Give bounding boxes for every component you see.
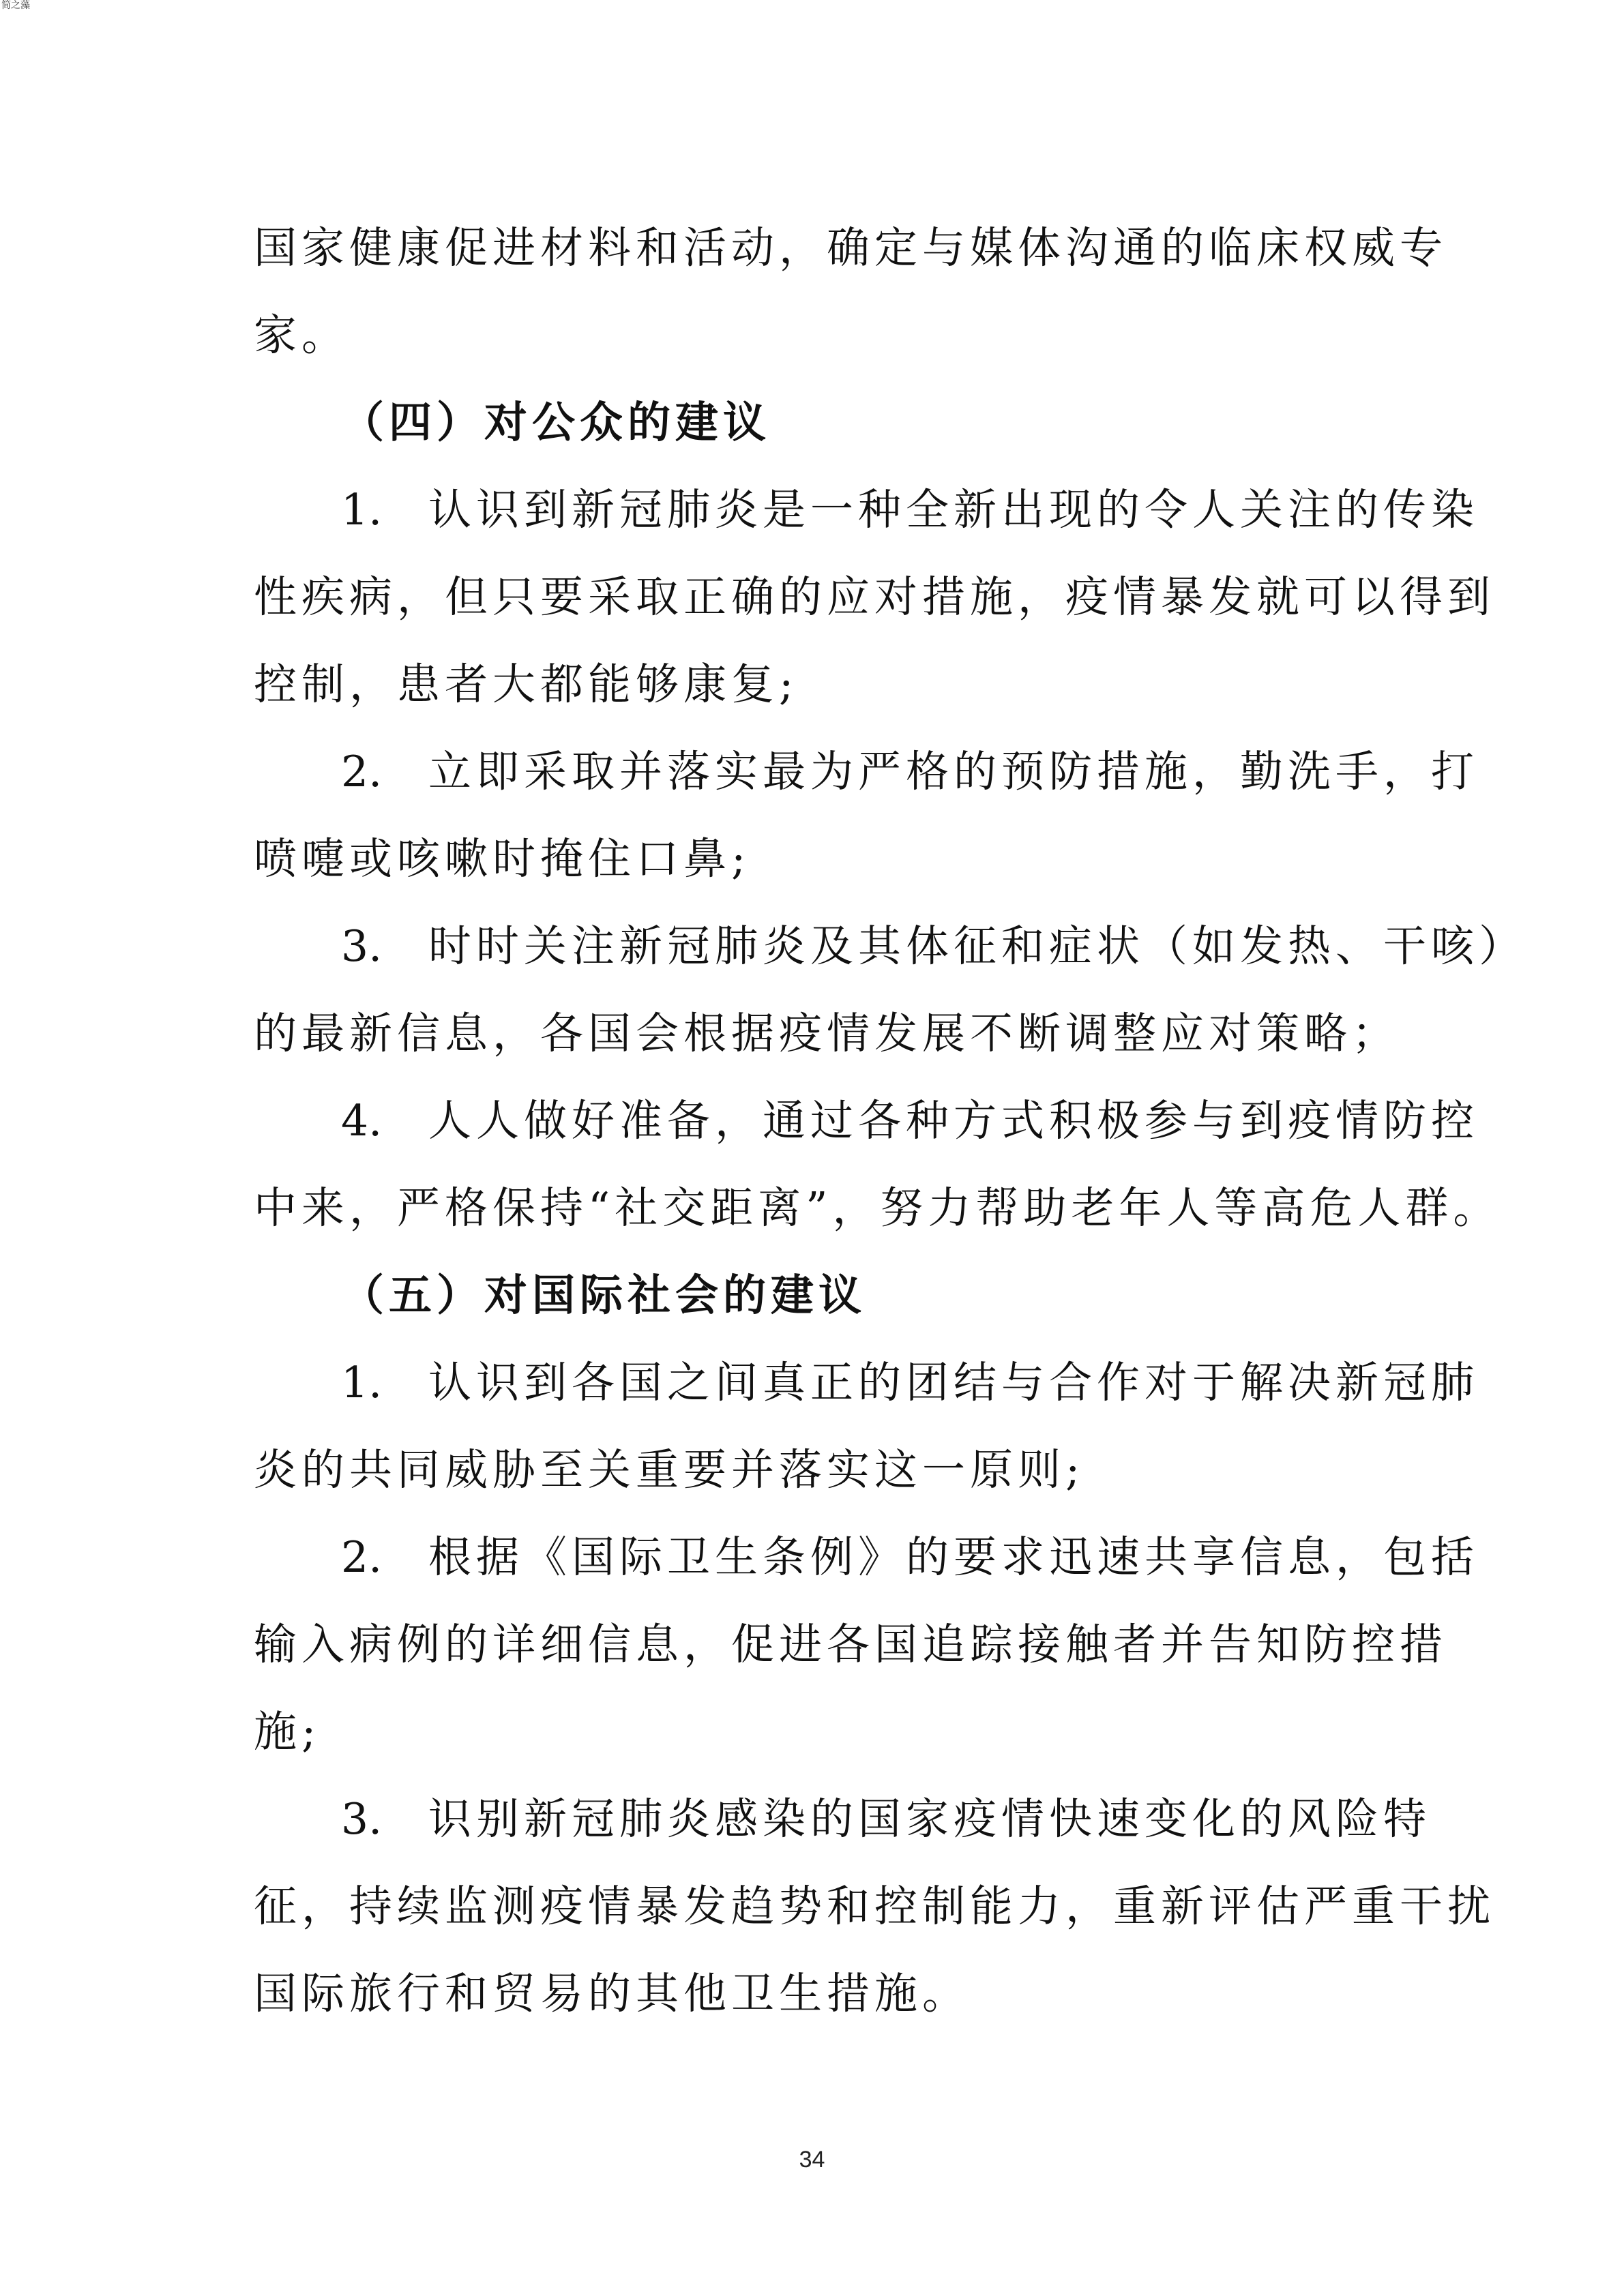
body-line: 中来，严格保持“社交距离”，努力帮助老年人等高危人群。: [254, 1183, 1501, 1233]
list-number: 2.: [341, 747, 383, 796]
list-item-5-1: [254, 1339, 1479, 1427]
body-line: 喷嚏或咳嗽时掩住口鼻;: [254, 834, 751, 884]
list-item-4-1: [254, 466, 1479, 554]
list-number: 1.: [341, 1358, 383, 1407]
body-line: 国家健康促进材料和活动，确定与媒体沟通的临床权威专: [254, 223, 1447, 273]
list-number: 3.: [341, 1794, 383, 1844]
list-item-text: 时时关注新冠肺炎及其体征和症状（如发热、干咳）: [428, 921, 1526, 971]
section-heading-international: （五）对国际社会的建议: [341, 1270, 866, 1320]
list-number: 3.: [341, 921, 383, 971]
list-item-4-2: [254, 728, 1479, 816]
list-number: 2.: [341, 1532, 383, 1582]
list-item-text: 根据《国际卫生条例》的要求迅速共享信息，包括: [428, 1532, 1479, 1582]
list-item-5-2: [254, 1514, 1479, 1601]
body-line: 的最新信息，各国会根据疫情发展不断调整应对策略；: [254, 1009, 1400, 1058]
list-number: 1.: [341, 485, 383, 535]
section-heading-public: （四）对公众的建议: [341, 398, 771, 447]
list-number: 4.: [341, 1096, 383, 1146]
body-line: 炎的共同威胁至关重要并落实这一原则;: [254, 1445, 1085, 1495]
list-item-text: 识别新冠肺炎感染的国家疫情快速变化的风险特: [428, 1794, 1431, 1844]
list-item-4-4: [254, 1077, 1479, 1165]
list-item-text: 人人做好准备，通过各种方式积极参与到疫情防控: [428, 1096, 1479, 1146]
body-line: 施;: [254, 1707, 321, 1757]
body-line: 国际旅行和贸易的其他卫生措施。: [254, 1969, 970, 2018]
list-item-4-3: [254, 903, 1526, 990]
page-number: 34: [799, 2147, 825, 2173]
body-line: 性疾病，但只要采取正确的应对措施，疫情暴发就可以得到: [254, 572, 1495, 622]
document-body: [254, 205, 1526, 2038]
list-item-text: 认识到各国之间真正的团结与合作对于解决新冠肺: [428, 1358, 1479, 1407]
list-item-5-3: [254, 1776, 1431, 1863]
body-line: 家。: [254, 310, 349, 360]
body-line: 征，持续监测疫情暴发趋势和控制能力，重新评估严重干扰: [254, 1881, 1495, 1931]
body-line: 控制，患者大都能够康复;: [254, 659, 799, 709]
list-item-text: 立即采取并落实最为严格的预防措施，勤洗手，打: [428, 747, 1479, 796]
list-item-text: 认识到新冠肺炎是一种全新出现的令人关注的传染: [428, 485, 1479, 535]
body-line: 输入病例的详细信息，促进各国追踪接触者并告知防控措: [254, 1620, 1447, 1669]
corner-mark: 简之藻: [1, 0, 30, 11]
